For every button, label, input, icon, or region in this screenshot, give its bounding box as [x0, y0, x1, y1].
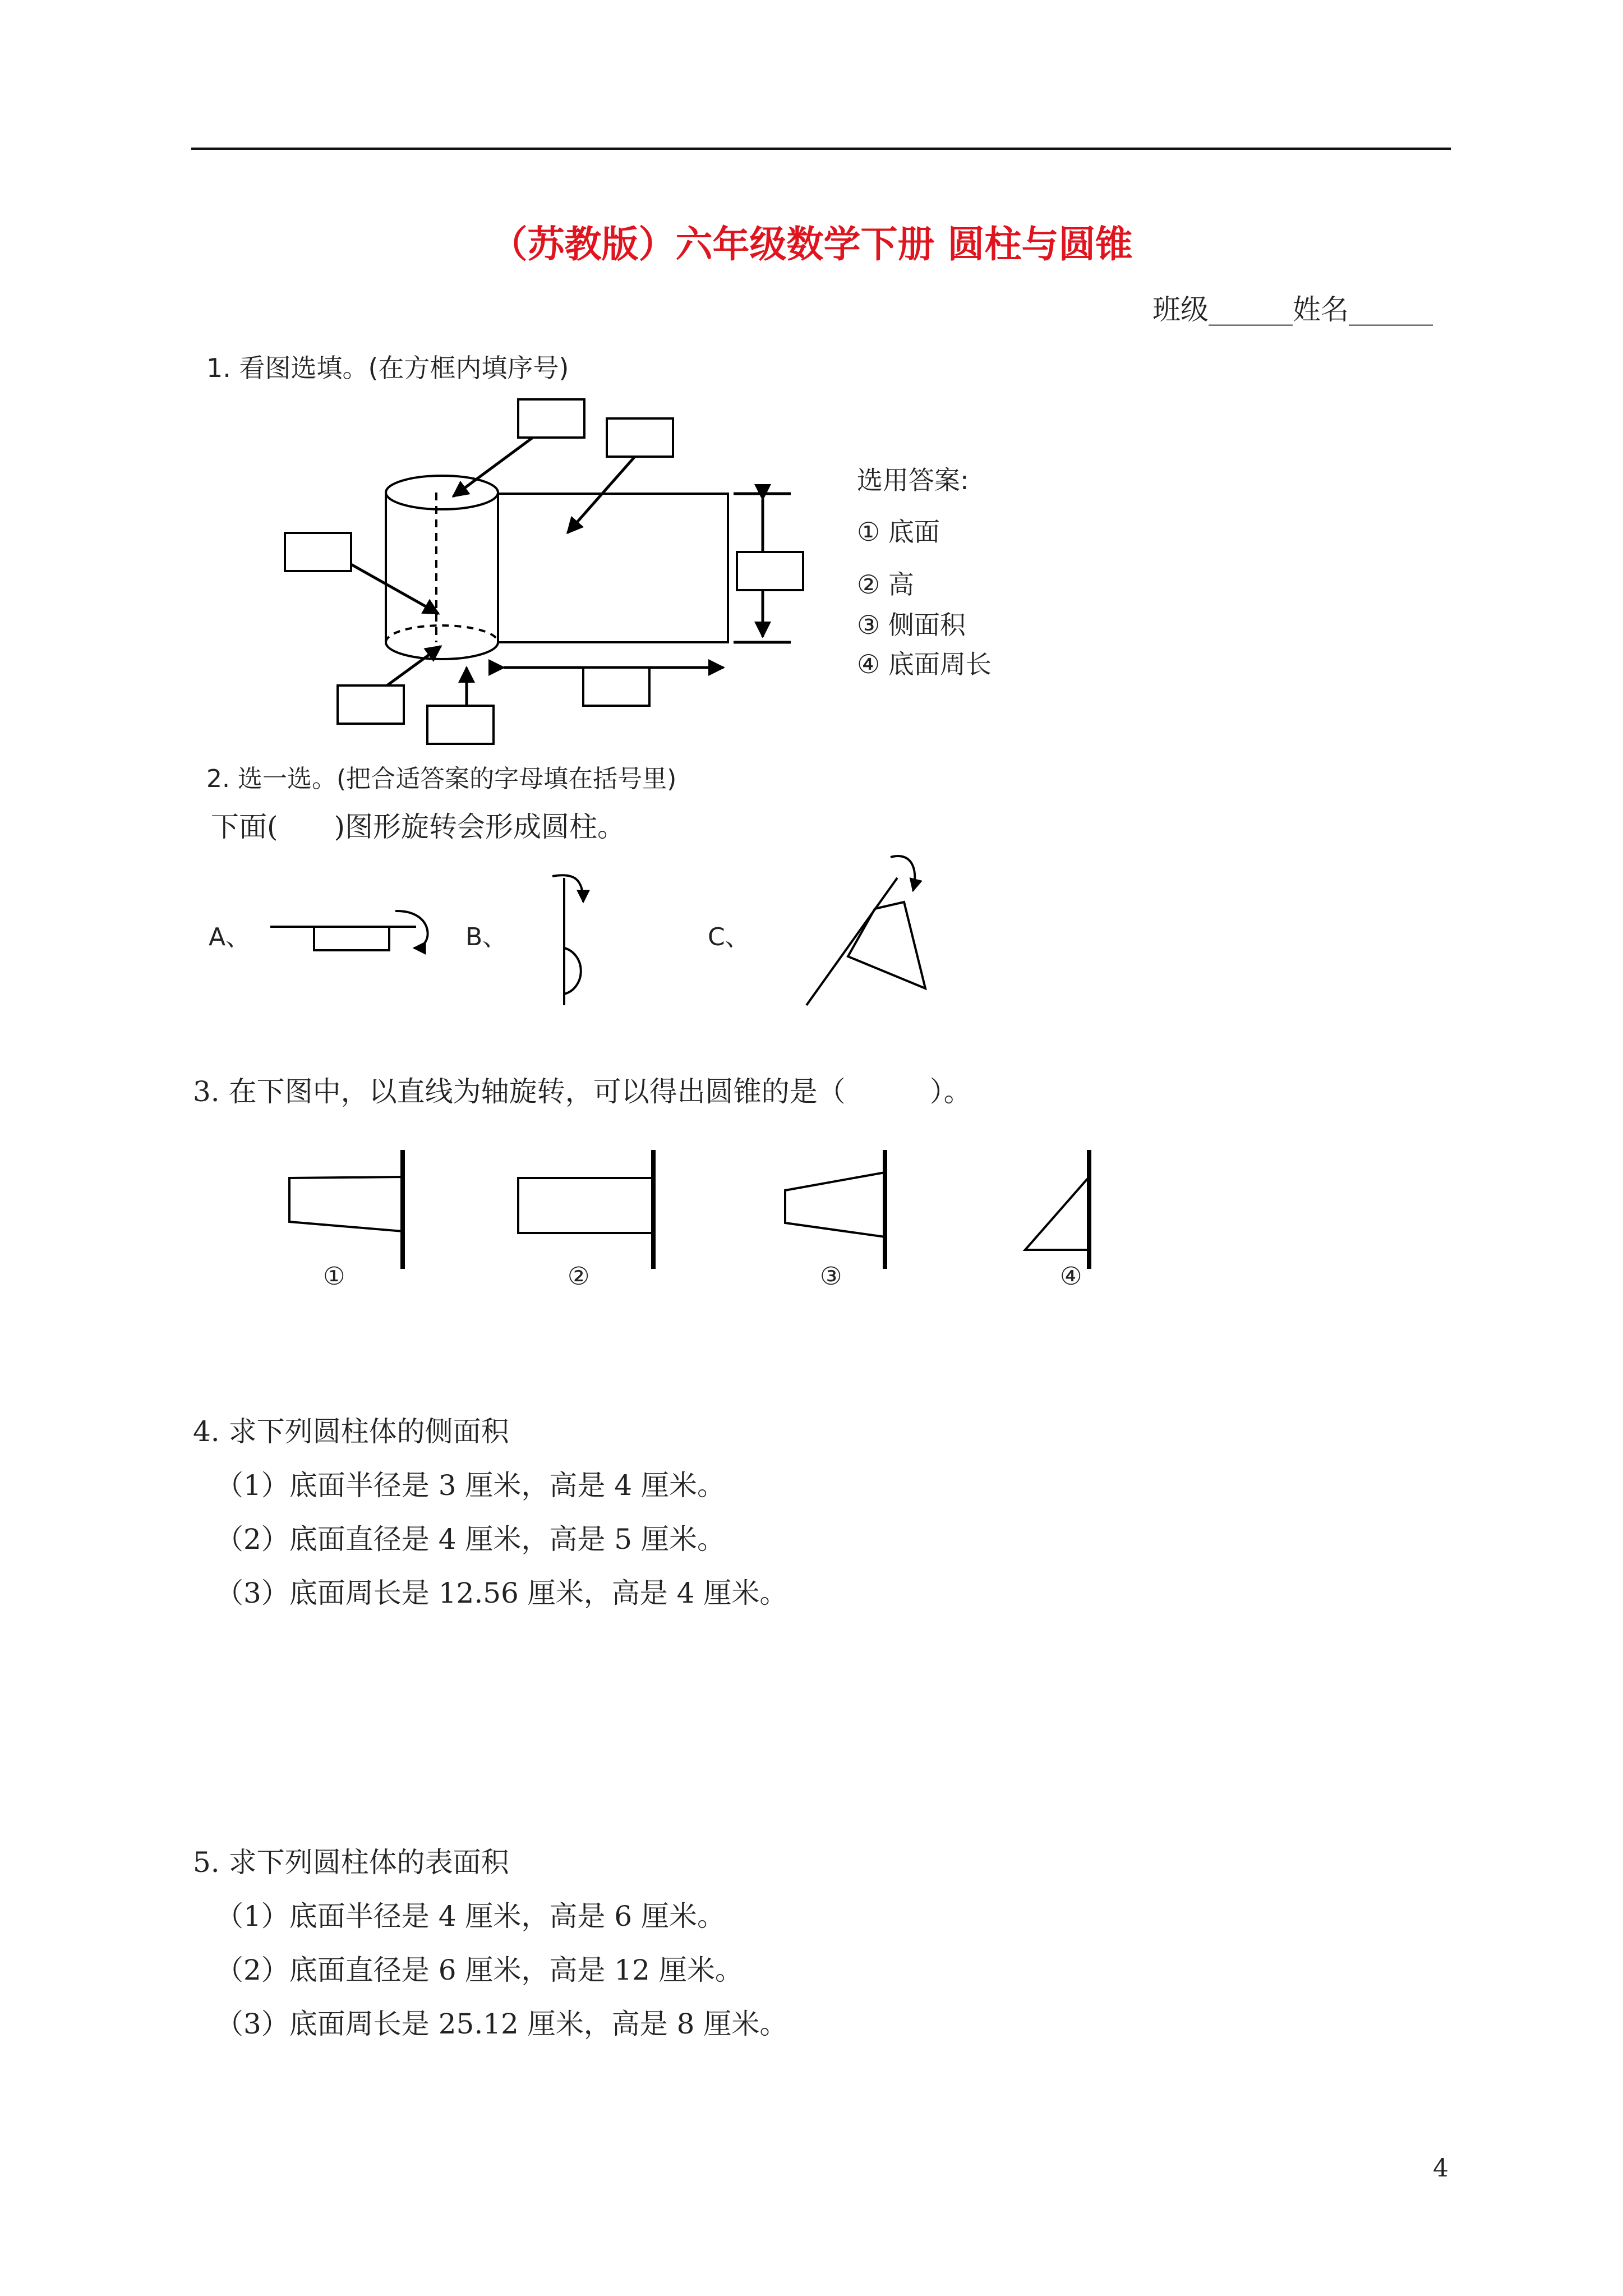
q2-prompt: 2. 选一选。(把合适答案的字母填在括号里): [206, 765, 677, 793]
q5-prompt: 5. 求下列圆柱体的表面积: [193, 1846, 509, 1879]
q1-option-3: ③ 侧面积: [857, 610, 966, 640]
q4-item-1: （1）底面半径是 3 厘米，高是 4 厘米。: [215, 1469, 726, 1502]
q1-answer-box-left: [285, 533, 351, 571]
q3-prompt: 3. 在下图中，以直线为轴旋转，可以得出圆锥的是（ ）。: [193, 1075, 972, 1108]
q3-label-2: ②: [568, 1262, 590, 1291]
q1-answer-box-height: [737, 552, 803, 590]
q2-label-b: B、: [465, 923, 508, 951]
page-number: 4: [1433, 2154, 1449, 2183]
q3-figure-2: [518, 1150, 653, 1269]
q1-cylinder: [386, 476, 498, 659]
q2-label-a: A、: [209, 923, 251, 951]
q1-answer-box-bottom: [427, 706, 494, 744]
q3-figure-3: [785, 1150, 885, 1269]
q1-answer-box-bottom-left: [338, 685, 404, 724]
q1-answer-box-rect: [607, 418, 673, 457]
q1-option-4: ④ 底面周长: [857, 649, 992, 679]
q2-figure-b: [552, 875, 583, 1005]
page-title: （苏教版）六年级数学下册 圆柱与圆锥: [490, 222, 1133, 266]
q3-label-3: ③: [820, 1262, 842, 1291]
q1-option-2: ② 高: [857, 569, 914, 600]
q3-figure-1: [289, 1150, 403, 1269]
q2-figure-c: [806, 856, 925, 1005]
q3-label-4: ④: [1060, 1262, 1082, 1291]
q4-item-3: （3）底面周长是 12.56 厘米，高是 4 厘米。: [215, 1577, 788, 1609]
q1-prompt: 1. 看图选填。(在方框内填序号): [206, 353, 569, 383]
q3-label-1: ①: [323, 1262, 345, 1291]
q4-item-2: （2）底面直径是 4 厘米，高是 5 厘米。: [215, 1523, 726, 1556]
q4-prompt: 4. 求下列圆柱体的侧面积: [193, 1415, 509, 1448]
q5-item-3: （3）底面周长是 25.12 厘米，高是 8 厘米。: [215, 2008, 788, 2040]
q5-item-1: （1）底面半径是 4 厘米，高是 6 厘米。: [215, 1900, 726, 1932]
q2-question: 下面( )图形旋转会形成圆柱。: [211, 811, 626, 843]
q5-item-2: （2）底面直径是 6 厘米，高是 12 厘米。: [215, 1954, 743, 1986]
q1-option-1: ① 底面: [857, 517, 940, 547]
q1-options-title: 选用答案:: [857, 465, 969, 495]
q3-figure-4: [1025, 1150, 1089, 1269]
class-name-line: 班级______姓名______: [1152, 293, 1433, 326]
q2-label-c: C、: [708, 923, 750, 951]
q2-figure-a: [270, 911, 428, 950]
q1-unrolled-rect: [498, 494, 728, 642]
q1-answer-box-top: [518, 399, 584, 438]
q1-answer-box-width: [583, 668, 649, 706]
